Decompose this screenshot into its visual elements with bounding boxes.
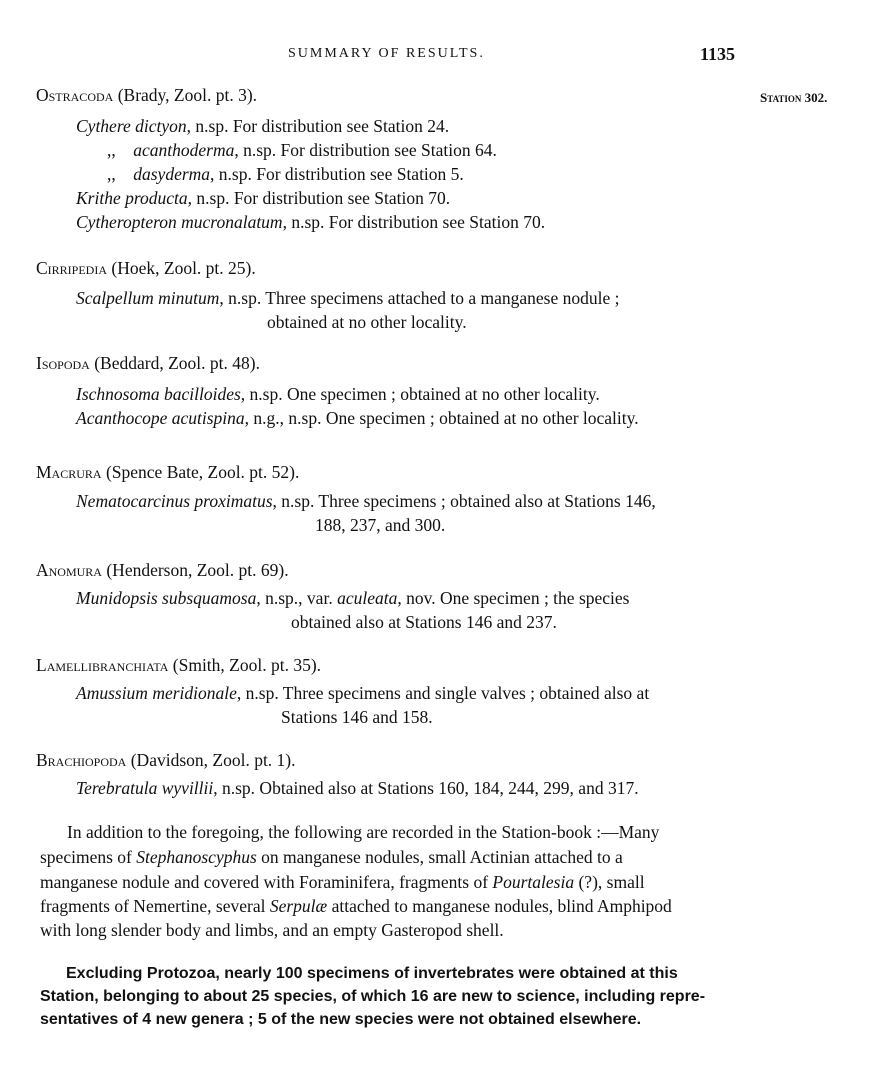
species-name: Nematocarcinus proximatus bbox=[76, 491, 273, 511]
species-entry: Munidopsis subsquamosa, n.sp., var. aculeata, nov. One specimen ; the species bbox=[76, 588, 630, 608]
species-name: Acanthocope acutispina bbox=[76, 408, 245, 428]
species-entry-continued: Stations 146 and 158. bbox=[281, 707, 433, 727]
species-entry: Krithe producta, n.sp. For distribution see Station 70. bbox=[76, 188, 451, 208]
species-entry: ,, dasyderma, n.sp. For distribution see Station 5. bbox=[107, 164, 464, 184]
section-heading-anomura bbox=[36, 560, 289, 581]
summary-line: Excluding Protozoa, nearly 100 specimens of invertebrates were obtained at this bbox=[66, 965, 678, 982]
group-reference: (Brady, Zool. pt. 3). bbox=[113, 85, 258, 105]
species-entry: Scalpellum minutum, n.sp. Three specimens attached to a manganese nodule ; bbox=[76, 288, 620, 308]
species-entry: Nematocarcinus proximatus, n.sp. Three specimens ; obtained also at Stations 146, bbox=[76, 491, 656, 511]
species-name: Cytheropteron mucronalatum bbox=[76, 212, 283, 232]
species-name: acanthoderma bbox=[133, 140, 235, 160]
summary-line: Station, belonging to about 25 species, of which 16 are new to science, including repre- bbox=[40, 988, 706, 1005]
species-entry-continued: obtained also at Stations 146 and 237. bbox=[291, 612, 557, 632]
paragraph-line: manganese nodule and covered with Foraminifera, fragments of Pourtalesia (?), small bbox=[40, 872, 645, 892]
group-reference: (Hoek, Zool. pt. 25). bbox=[107, 258, 256, 278]
species-entry: Amussium meridionale, n.sp. Three specimens and single valves ; obtained also at bbox=[76, 683, 650, 703]
species-entry: Ischnosoma bacilloides, n.sp. One specimen ; obtained at no other locality. bbox=[76, 384, 600, 404]
section-heading-isopoda bbox=[36, 353, 260, 374]
taxon-name: Stephanoscyphus bbox=[136, 847, 257, 867]
running-title: SUMMARY OF RESULTS. bbox=[288, 46, 485, 61]
species-name: Scalpellum minutum bbox=[76, 288, 220, 308]
species-entry: Acanthocope acutispina, n.g., n.sp. One specimen ; obtained at no other locality. bbox=[76, 408, 639, 428]
group-name: Lamellibranchiata bbox=[36, 655, 169, 675]
group-name: Isopoda bbox=[36, 353, 90, 373]
group-name: Cirripedia bbox=[36, 258, 108, 278]
group-reference: (Spence Bate, Zool. pt. 52). bbox=[101, 462, 300, 482]
species-name: Krithe producta bbox=[76, 188, 188, 208]
section-heading-lamellibranchiata bbox=[36, 655, 321, 676]
group-name: Brachiopoda bbox=[36, 750, 127, 770]
group-reference: (Beddard, Zool. pt. 48). bbox=[89, 353, 260, 373]
species-name: Amussium meridionale bbox=[76, 683, 237, 703]
species-name: Munidopsis subsquamosa bbox=[76, 588, 257, 608]
section-heading-cirripedia bbox=[36, 258, 256, 279]
variety-name: aculeata bbox=[337, 588, 398, 608]
station-label: Station 302. bbox=[760, 90, 828, 105]
group-reference: (Smith, Zool. pt. 35). bbox=[168, 655, 322, 675]
paragraph-line: specimens of Stephanoscyphus on manganese nodules, small Actinian attached to a bbox=[40, 847, 623, 867]
group-name: Ostracoda bbox=[36, 85, 114, 105]
species-entry: Cythere dictyon, n.sp. For distribution see Station 24. bbox=[76, 116, 450, 136]
section-heading-ostracoda bbox=[36, 85, 257, 106]
section-heading-macrura bbox=[36, 462, 299, 483]
species-entry: Terebratula wyvillii, n.sp. Obtained also at Stations 160, 184, 244, 299, and 317. bbox=[76, 778, 639, 798]
group-name: Macrura bbox=[36, 462, 102, 482]
species-entry: Cytheropteron mucronalatum, n.sp. For distribution see Station 70. bbox=[76, 212, 546, 232]
page-number: 1135 bbox=[700, 44, 736, 64]
summary-line: sentatives of 4 new genera ; 5 of the new species were not obtained elsewhere. bbox=[40, 1011, 642, 1028]
taxon-name: Pourtalesia bbox=[492, 872, 575, 892]
taxon-name: Serpulæ bbox=[269, 896, 328, 916]
paragraph-line: In addition to the foregoing, the following are recorded in the Station-book :—Many bbox=[67, 822, 660, 842]
group-reference: (Davidson, Zool. pt. 1). bbox=[126, 750, 296, 770]
group-name: Anomura bbox=[36, 560, 102, 580]
species-name: Terebratula wyvillii bbox=[76, 778, 214, 798]
species-name: dasyderma bbox=[133, 164, 211, 184]
species-name: Cythere dictyon bbox=[76, 116, 187, 136]
species-entry: ,, acanthoderma, n.sp. For distribution see Station 64. bbox=[107, 140, 497, 160]
paragraph-line: with long slender body and limbs, and an empty Gasteropod shell. bbox=[40, 920, 504, 940]
species-name: Ischnosoma bacilloides bbox=[76, 384, 241, 404]
group-reference: (Henderson, Zool. pt. 69). bbox=[101, 560, 289, 580]
species-entry-continued: 188, 237, and 300. bbox=[315, 515, 446, 535]
species-entry-continued: obtained at no other locality. bbox=[267, 312, 467, 332]
paragraph-line: fragments of Nemertine, several Serpulæ attached to manganese nodules, blind Amphipod bbox=[40, 896, 672, 916]
section-heading-brachiopoda bbox=[36, 750, 296, 771]
